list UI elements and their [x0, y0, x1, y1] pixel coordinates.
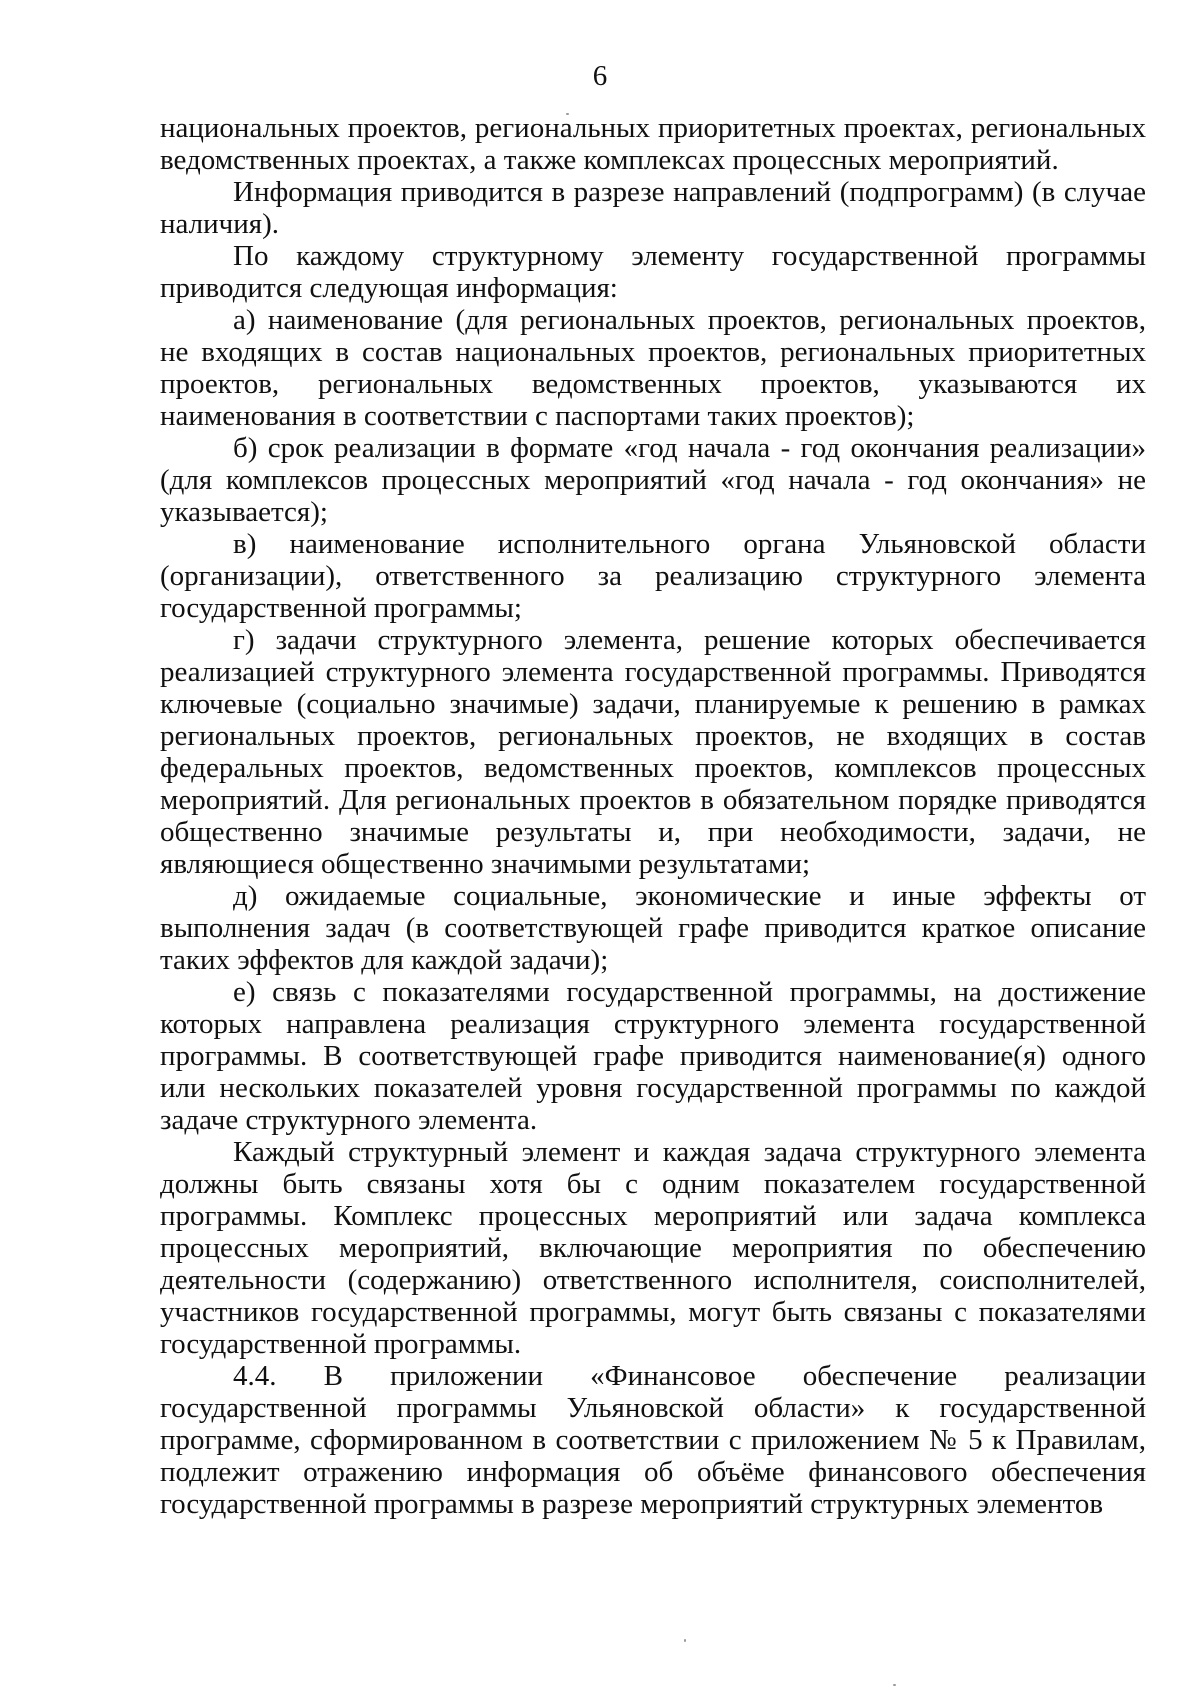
- paragraph-structural-elements-intro: По каждому структурному элементу государственной программы приводится следующая информация:: [160, 240, 1146, 304]
- paragraph-item-v: в) наименование исполнительного органа Ульяновской области (организации), ответственного за реализацию структурного элемента государственной программы;: [160, 528, 1146, 624]
- page-number: 6: [592, 60, 608, 92]
- paragraph-directions: Информация приводится в разрезе направлений (подпрограмм) (в случае наличия).: [160, 176, 1146, 240]
- paragraph-indicator-link: Каждый структурный элемент и каждая задача структурного элемента должны быть связаны хотя бы с одним показателем государственной программы. Комплекс процессных мероприятий или задача комплекса процессных мероприятий, включающие мероприятия по обеспечению деятельности (содержанию) ответственного исполнителя, соисполнителей, участников государственной программы, могут быть связаны с показателями государственной программы.: [160, 1136, 1146, 1360]
- paragraph-item-d: д) ожидаемые социальные, экономические и иные эффекты от выполнения задач (в соответствующей графе приводится краткое описание таких эффектов для каждой задачи);: [160, 880, 1146, 976]
- scan-speck: [684, 1639, 686, 1642]
- paragraph-item-b: б) срок реализации в формате «год начала - год окончания реализации» (для комплексов процессных мероприятий «год начала - год окончания» не указывается);: [160, 432, 1146, 528]
- paragraph-item-e: е) связь с показателями государственной программы, на достижение которых направлена реализация структурного элемента государственной программы. В соответствующей графе приводится наименование(я) одного или нескольких показателей уровня государственной программы по каждой задаче структурного элемента.: [160, 976, 1146, 1136]
- paragraph-item-a: а) наименование (для региональных проектов, региональных проектов, не входящих в состав национальных проектов, региональных приоритетных проектов, региональных ведомственных проектов, указываются их наименования в соответствии с паспортами таких проектов);: [160, 304, 1146, 432]
- document-body: [160, 112, 1146, 1520]
- paragraph-section-4-4: 4.4. В приложении «Финансовое обеспечение реализации государственной программы Ульяновской области» к государственной программе, сформированном в соответствии с приложением № 5 к Правилам, подлежит отражению информация об объёме финансового обеспечения государственной программы в разрезе мероприятий структурных элементов: [160, 1360, 1146, 1520]
- scan-speck: [893, 1684, 896, 1686]
- paragraph-continuation: национальных проектов, региональных приоритетных проектах, региональных ведомственных проектах, а также комплексах процессных мероприятий.: [160, 112, 1146, 176]
- paragraph-item-g: г) задачи структурного элемента, решение которых обеспечивается реализацией структурного элемента государственной программы. Приводятся ключевые (социально значимые) задачи, планируемые к решению в рамках региональных проектов, региональных проектов, не входящих в состав федеральных проектов, ведомственных проектов, комплексов процессных мероприятий. Для региональных проектов в обязательном порядке приводятся общественно значимые результаты и, при необходимости, задачи, не являющиеся общественно значимыми результатами;: [160, 624, 1146, 880]
